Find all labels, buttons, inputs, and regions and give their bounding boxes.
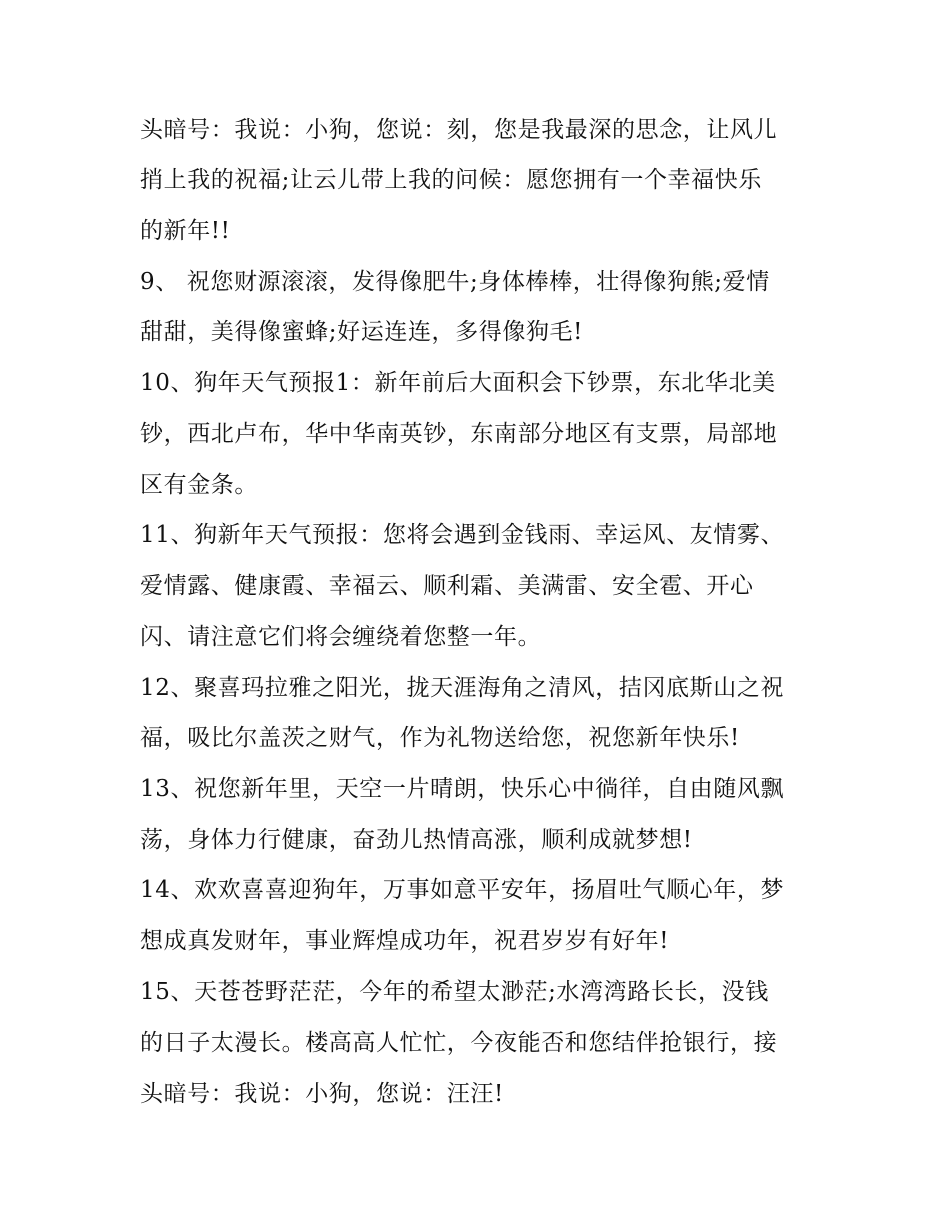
text-line: 头暗号：我说：小狗，您说：汪汪! (140, 1081, 504, 1107)
text-line: 15、天苍苍野茫茫，今年的希望太渺茫;水湾湾路长长，没钱 (140, 979, 769, 1005)
text-line: 14、欢欢喜喜迎狗年，万事如意平安年，扬眉吐气顺心年，梦 (140, 877, 785, 903)
text-line: 闪、请注意它们将会缠绕着您整一年。 (140, 624, 542, 650)
text-line: 区有金条。 (140, 472, 258, 498)
text-line: 钞，西北卢布，华中华南英钞，东南部分地区有支票，局部地 (140, 421, 778, 447)
text-line: 捎上我的祝福;让云儿带上我的问候：愿您拥有一个幸福快乐 (140, 167, 762, 193)
text-line: 头暗号：我说：小狗，您说：刻，您是我最深的思念，让风儿 (140, 117, 778, 143)
text-line: 13、祝您新年里，天空一片晴朗，快乐心中徜徉，自由随风飘 (140, 776, 785, 802)
text-line: 11、狗新年天气预报：您将会遇到金钱雨、幸运风、友情雾、 (140, 522, 785, 548)
text-line: 的日子太漫长。楼高高人忙忙，今夜能否和您结伴抢银行，接 (140, 1030, 778, 1056)
text-line: 甜甜，美得像蜜蜂;好运连连，多得像狗毛! (140, 319, 583, 345)
text-line: 想成真发财年，事业辉煌成功年，祝君岁岁有好年! (140, 928, 670, 954)
text-line: 12、聚喜玛拉雅之阳光，拢天涯海角之清风，拮冈底斯山之祝 (140, 675, 785, 701)
text-line: 福，吸比尔盖茨之财气，作为礼物送给您，祝您新年快乐! (140, 725, 740, 751)
text-line: 荡，身体力行健康，奋劲儿热情高涨，顺利成就梦想! (140, 827, 693, 853)
text-line: 的新年!! (140, 218, 231, 244)
text-line: 爱情露、健康霞、幸福云、顺利霜、美满雷、安全雹、开心 (140, 573, 754, 599)
text-line: 10、狗年天气预报1：新年前后大面积会下钞票，东北华北美 (140, 370, 776, 396)
text-line: 9、 祝您财源滚滚，发得像肥牛;身体棒棒，壮得像狗熊;爱情 (140, 269, 770, 295)
